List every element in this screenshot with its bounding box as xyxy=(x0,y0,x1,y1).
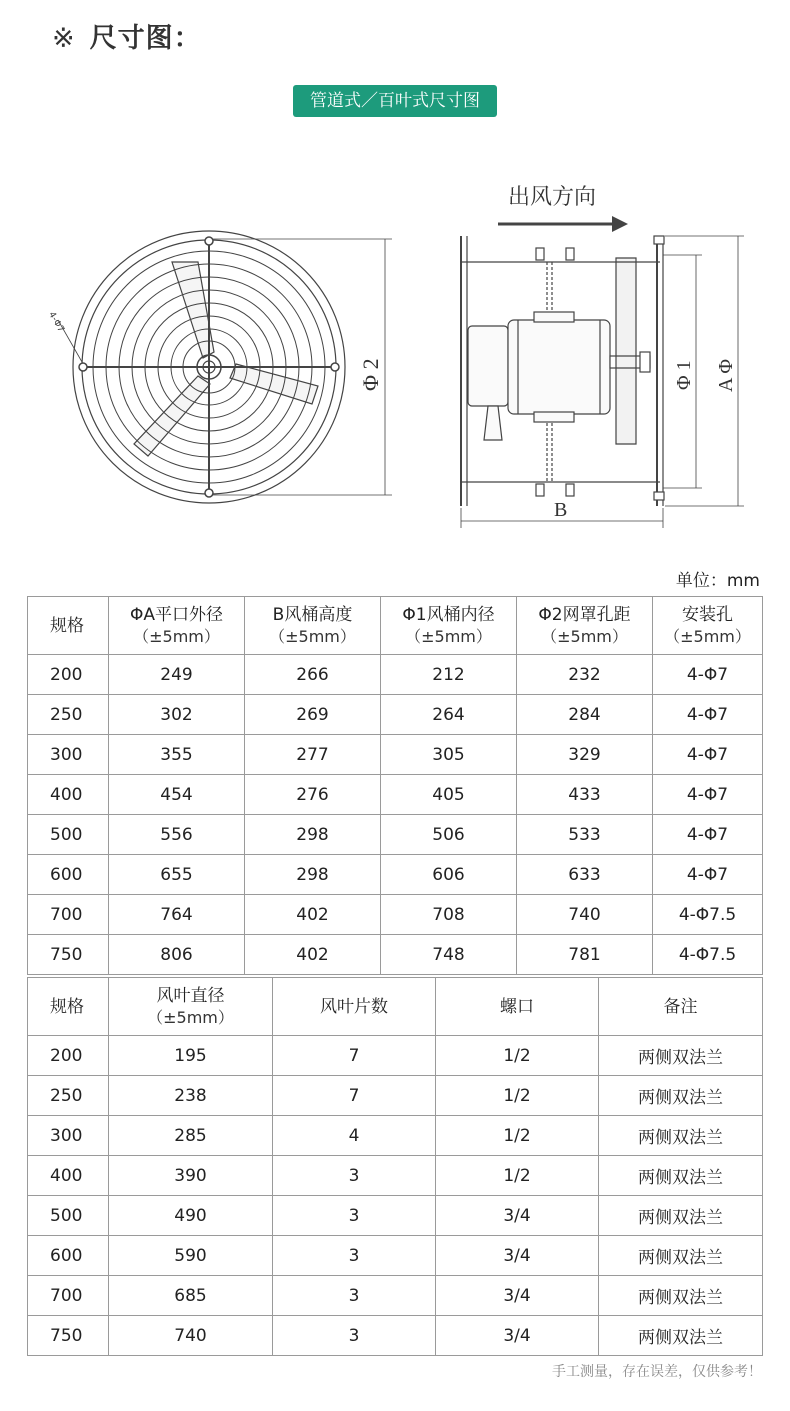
table-cell: 264 xyxy=(381,695,517,735)
table-cell: 600 xyxy=(28,1236,109,1276)
header-cell xyxy=(28,978,109,1036)
header-main: 螺口 xyxy=(500,996,534,1017)
table-cell: 329 xyxy=(517,735,653,775)
header-sub: （±5mm） xyxy=(541,626,628,646)
table-cell: 490 xyxy=(109,1196,273,1236)
table-row xyxy=(28,1156,763,1196)
table-cell: 250 xyxy=(28,1076,109,1116)
header-sub: （±5mm） xyxy=(147,1007,234,1027)
b-label: B xyxy=(554,499,568,521)
grille-struts xyxy=(83,241,335,493)
table-cell: 两侧双法兰 xyxy=(599,1196,763,1236)
table-cell: 两侧双法兰 xyxy=(599,1236,763,1276)
table-cell: 266 xyxy=(245,655,381,695)
header-main: ΦA平口外径 xyxy=(129,604,223,625)
header-cell xyxy=(28,597,109,655)
table-cell: 700 xyxy=(28,895,109,935)
table-cell: 355 xyxy=(109,735,245,775)
table-cell: 3 xyxy=(273,1156,436,1196)
header-cell xyxy=(599,978,763,1036)
table-cell: 740 xyxy=(517,895,653,935)
hole-label: 4-Φ7 xyxy=(46,310,66,335)
table-cell: 590 xyxy=(109,1236,273,1276)
table-row xyxy=(28,855,763,895)
table-cell: 250 xyxy=(28,695,109,735)
dimension-table xyxy=(27,596,763,975)
table-cell: 300 xyxy=(28,735,109,775)
table-row xyxy=(28,655,763,695)
header-main: 风叶片数 xyxy=(320,996,388,1017)
table-cell: 284 xyxy=(517,695,653,735)
table-cell: 400 xyxy=(28,1156,109,1196)
table-cell: 533 xyxy=(517,815,653,855)
table-cell: 两侧双法兰 xyxy=(599,1276,763,1316)
table-cell: 4-Φ7 xyxy=(653,735,763,775)
table-cell: 两侧双法兰 xyxy=(599,1156,763,1196)
table-cell: 195 xyxy=(109,1036,273,1076)
table-row xyxy=(28,775,763,815)
table-cell: 708 xyxy=(381,895,517,935)
table-cell: 700 xyxy=(28,1276,109,1316)
table-cell: 7 xyxy=(273,1036,436,1076)
section-heading-text: 尺寸图： xyxy=(89,23,202,54)
table-row xyxy=(28,895,763,935)
table-header-row xyxy=(28,978,763,1036)
table-cell: 200 xyxy=(28,1036,109,1076)
header-sub: （±5mm） xyxy=(133,626,220,646)
table-cell: 277 xyxy=(245,735,381,775)
table-cell: 750 xyxy=(28,1316,109,1356)
table-cell: 7 xyxy=(273,1076,436,1116)
table-cell: 655 xyxy=(109,855,245,895)
table-cell: 249 xyxy=(109,655,245,695)
table-cell: 3/4 xyxy=(436,1316,599,1356)
table-cell: 4-Φ7 xyxy=(653,655,763,695)
table-cell: 两侧双法兰 xyxy=(599,1076,763,1116)
header-cell xyxy=(109,978,273,1036)
header-sub: （±5mm） xyxy=(405,626,492,646)
table-cell: 402 xyxy=(245,935,381,975)
header-cell xyxy=(245,597,381,655)
table-header-row xyxy=(28,597,763,655)
airflow-arrow xyxy=(498,216,628,232)
table-cell: 4 xyxy=(273,1116,436,1156)
table-cell: 276 xyxy=(245,775,381,815)
table-row xyxy=(28,695,763,735)
header-main: Φ1风桶内径 xyxy=(402,604,495,625)
header-cell xyxy=(517,597,653,655)
table-cell: 764 xyxy=(109,895,245,935)
motor xyxy=(468,312,610,440)
table-row xyxy=(28,935,763,975)
table-cell: 302 xyxy=(109,695,245,735)
table-cell: 285 xyxy=(109,1116,273,1156)
table-cell: 606 xyxy=(381,855,517,895)
table-cell: 3/4 xyxy=(436,1236,599,1276)
table-cell: 305 xyxy=(381,735,517,775)
header-sub: （±5mm） xyxy=(269,626,356,646)
front-view xyxy=(58,231,392,503)
table-cell: 3/4 xyxy=(436,1196,599,1236)
fan-blade xyxy=(134,376,210,456)
airflow-label: 出风方向 xyxy=(508,184,597,209)
side-view xyxy=(461,216,744,528)
fan-dimension-drawing xyxy=(0,170,790,540)
header-main: 安装孔 xyxy=(682,604,733,625)
table-cell: 740 xyxy=(109,1316,273,1356)
header-main: B风桶高度 xyxy=(272,604,353,625)
table-cell: 405 xyxy=(381,775,517,815)
table-cell: 212 xyxy=(381,655,517,695)
table-cell: 4-Φ7.5 xyxy=(653,895,763,935)
section-heading xyxy=(52,16,202,55)
table-cell: 1/2 xyxy=(436,1076,599,1116)
table-cell: 500 xyxy=(28,815,109,855)
table-cell: 750 xyxy=(28,935,109,975)
table-row xyxy=(28,1116,763,1156)
phiA-label: A Φ xyxy=(715,359,737,392)
table-row xyxy=(28,1036,763,1076)
table-cell: 556 xyxy=(109,815,245,855)
table-row xyxy=(28,1236,763,1276)
table-cell: 298 xyxy=(245,815,381,855)
header-cell xyxy=(109,597,245,655)
table-cell: 3 xyxy=(273,1276,436,1316)
side-blade xyxy=(616,258,636,444)
header-cell xyxy=(381,597,517,655)
table-cell: 两侧双法兰 xyxy=(599,1036,763,1076)
table-row xyxy=(28,1316,763,1356)
table-cell: 4-Φ7.5 xyxy=(653,935,763,975)
table-row xyxy=(28,1196,763,1236)
table-row xyxy=(28,735,763,775)
blade-spec-table xyxy=(27,977,763,1356)
table-cell: 3 xyxy=(273,1236,436,1276)
header-main: 备注 xyxy=(663,996,698,1017)
table-cell: 454 xyxy=(109,775,245,815)
table-cell: 4-Φ7 xyxy=(653,855,763,895)
table-cell: 3/4 xyxy=(436,1276,599,1316)
table-cell: 400 xyxy=(28,775,109,815)
header-main: 规格 xyxy=(50,615,84,636)
table-cell: 4-Φ7 xyxy=(653,775,763,815)
reference-mark-icon: ※ xyxy=(52,23,76,54)
table-cell: 两侧双法兰 xyxy=(599,1316,763,1356)
table-cell: 806 xyxy=(109,935,245,975)
table-cell: 232 xyxy=(517,655,653,695)
table-cell: 433 xyxy=(517,775,653,815)
unit-label: 单位：mm xyxy=(675,571,760,591)
table-cell: 4-Φ7 xyxy=(653,815,763,855)
phi2-label: Φ 2 xyxy=(358,358,383,391)
table-row xyxy=(28,1076,763,1116)
table-cell: 4-Φ7 xyxy=(653,695,763,735)
table-cell: 685 xyxy=(109,1276,273,1316)
table-cell: 200 xyxy=(28,655,109,695)
table-cell: 298 xyxy=(245,855,381,895)
table-cell: 两侧双法兰 xyxy=(599,1116,763,1156)
diagram-type-badge: 管道式／百叶式尺寸图 xyxy=(293,85,497,117)
table-row xyxy=(28,1276,763,1316)
fan-blades xyxy=(134,262,318,456)
header-main: Φ2网罩孔距 xyxy=(538,604,631,625)
table-cell: 600 xyxy=(28,855,109,895)
table-cell: 390 xyxy=(109,1156,273,1196)
phi1-label: Φ 1 xyxy=(673,360,695,390)
table-cell: 1/2 xyxy=(436,1116,599,1156)
header-cell xyxy=(273,978,436,1036)
table-cell: 748 xyxy=(381,935,517,975)
fan-blade xyxy=(172,262,214,358)
header-sub: （±5mm） xyxy=(664,626,751,646)
table-cell: 269 xyxy=(245,695,381,735)
table-cell: 633 xyxy=(517,855,653,895)
table-cell: 402 xyxy=(245,895,381,935)
header-main: 风叶直径 xyxy=(156,985,225,1006)
table-cell: 3 xyxy=(273,1316,436,1356)
table-cell: 781 xyxy=(517,935,653,975)
table-cell: 3 xyxy=(273,1196,436,1236)
header-main: 规格 xyxy=(50,996,84,1017)
header-cell xyxy=(436,978,599,1036)
table-cell: 1/2 xyxy=(436,1156,599,1196)
table-row xyxy=(28,815,763,855)
table-cell: 506 xyxy=(381,815,517,855)
table-cell: 1/2 xyxy=(436,1036,599,1076)
table-cell: 238 xyxy=(109,1076,273,1116)
header-cell xyxy=(653,597,763,655)
measurement-disclaimer: 手工测量，存在误差，仅供参考！ xyxy=(552,1364,762,1380)
table-cell: 300 xyxy=(28,1116,109,1156)
table-cell: 500 xyxy=(28,1196,109,1236)
shaft-and-blade xyxy=(610,258,650,444)
